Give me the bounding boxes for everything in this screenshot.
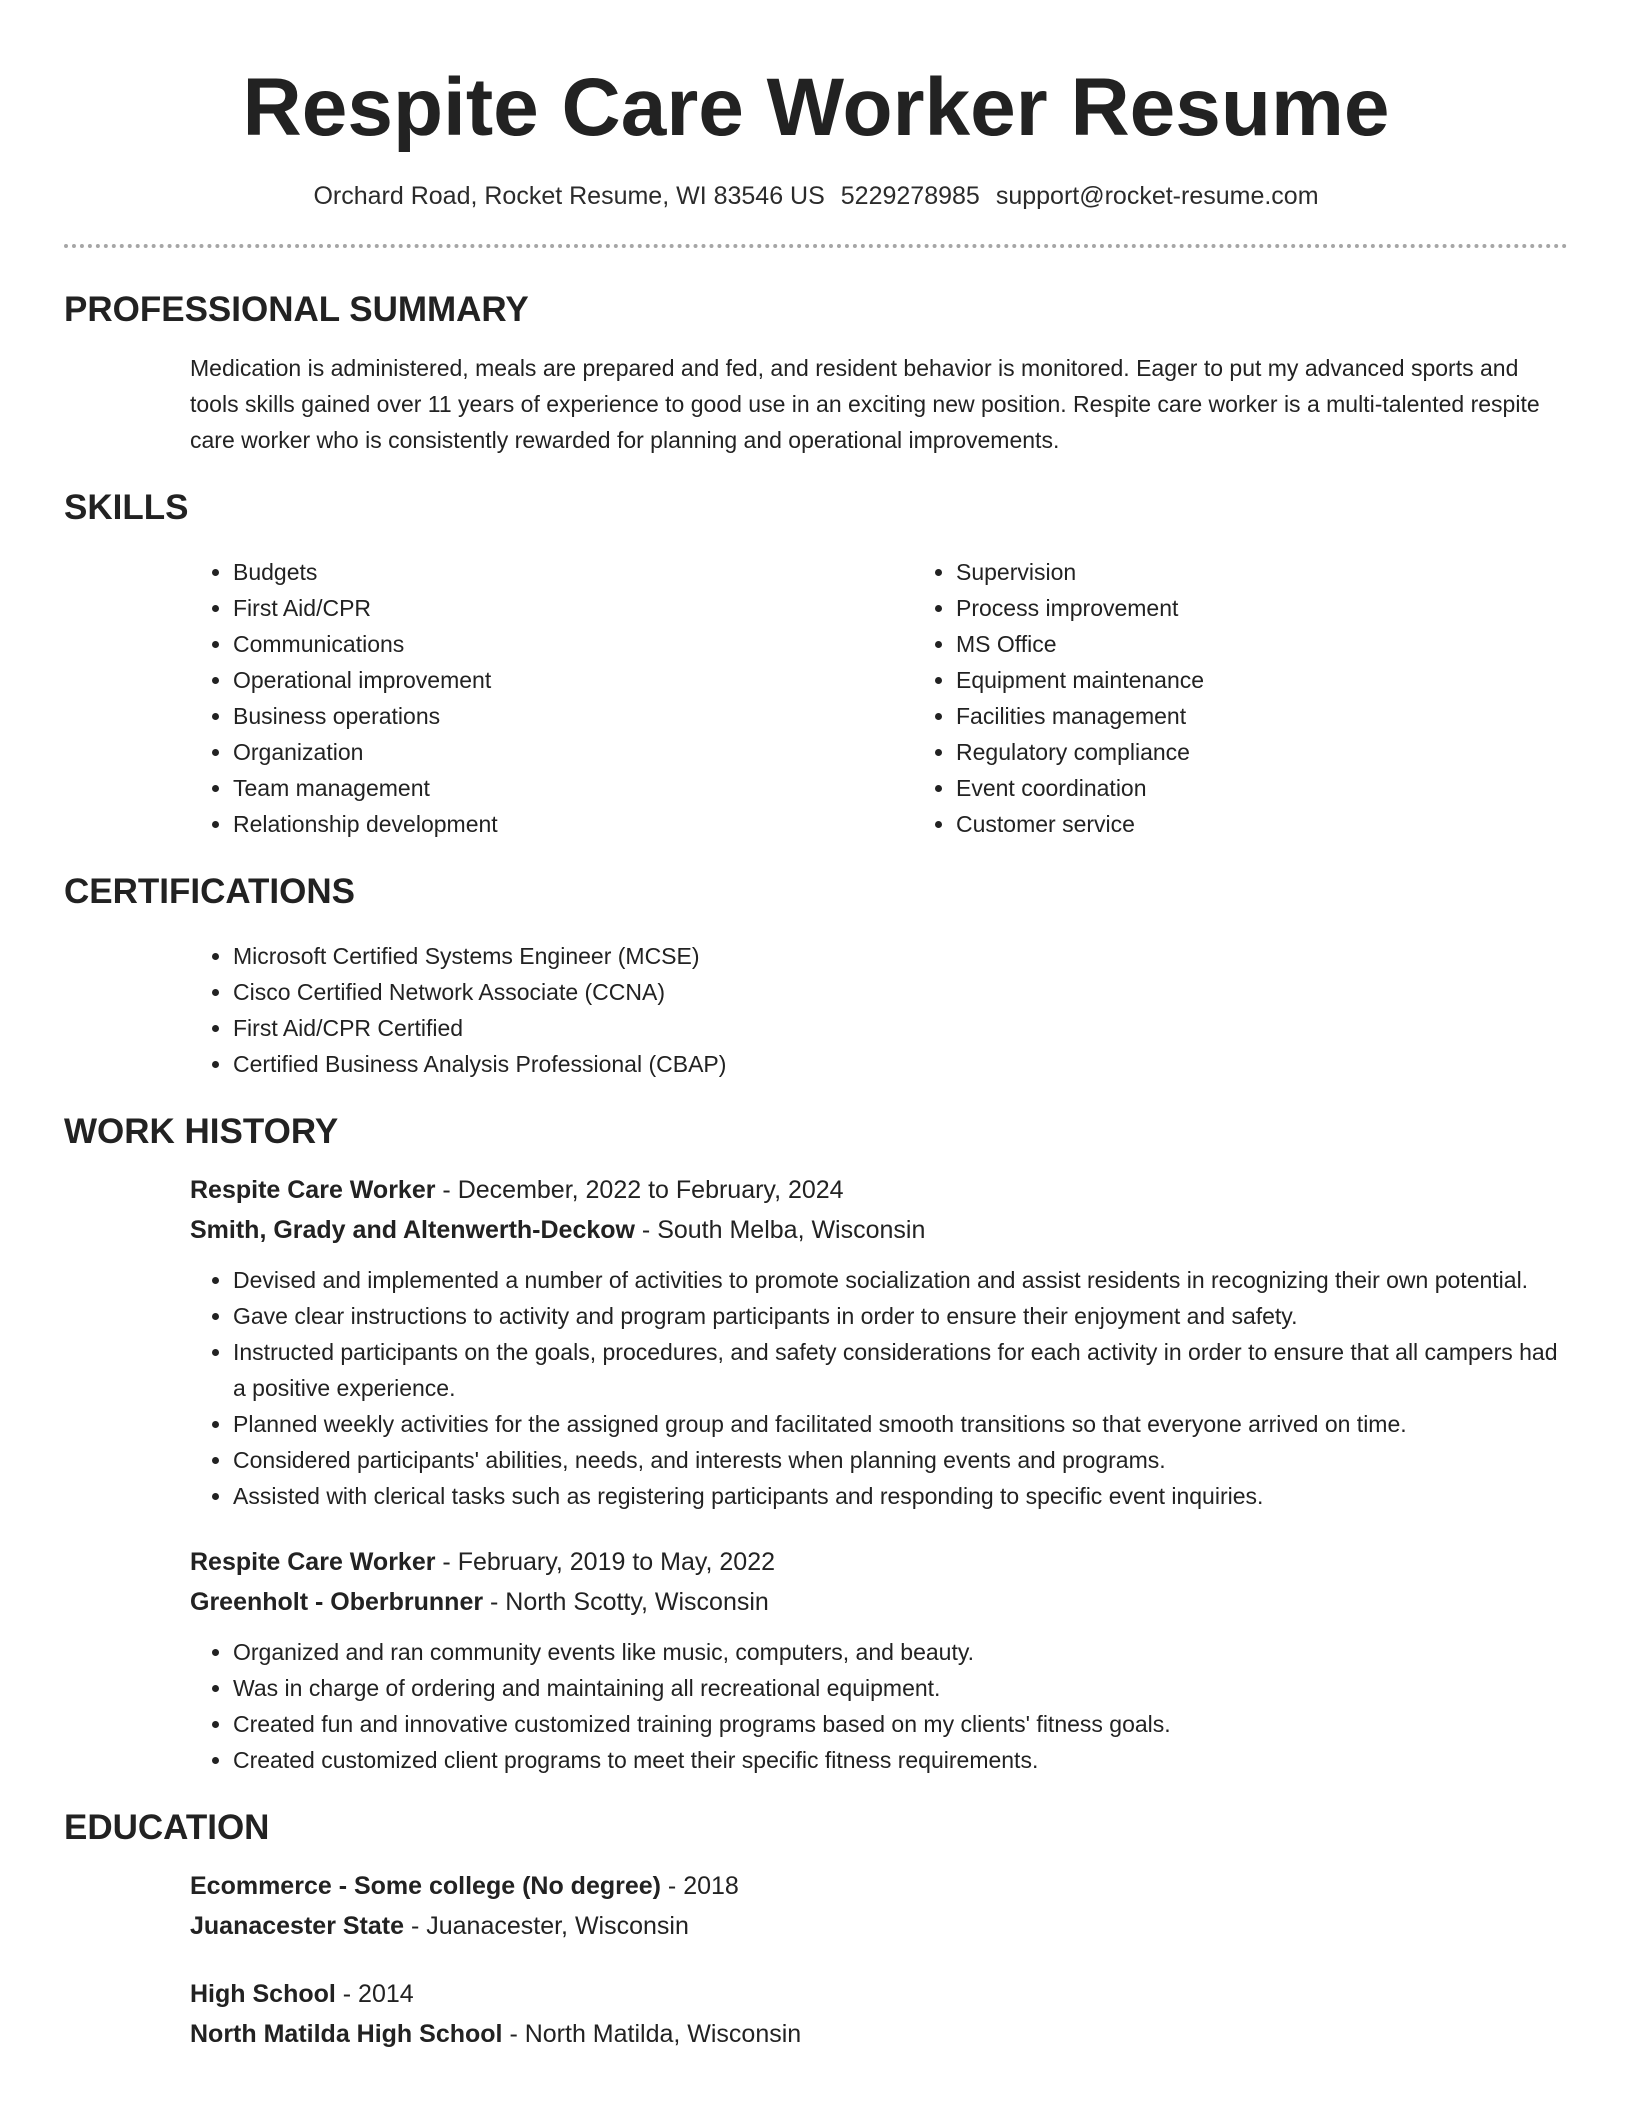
job-duty: • Created customized client programs to meet their specific fitness requirements.: [233, 1742, 1568, 1778]
job-duty: • Devised and implemented a number of activities to promote socialization and assist residents in recognizing their own potential.: [233, 1262, 1568, 1298]
skill-item: • Facilities management: [956, 698, 1568, 734]
skill-item: • Team management: [233, 770, 913, 806]
job-duty: • Organized and ran community events like music, computers, and beauty.: [233, 1634, 1568, 1670]
skill-item: • Business operations: [233, 698, 913, 734]
skill-item: • Regulatory compliance: [956, 734, 1568, 770]
education-year: - 2014: [335, 1980, 414, 2008]
skill-item: • Process improvement: [956, 590, 1568, 626]
skill-item: • Relationship development: [233, 806, 913, 842]
work-history-section: [64, 1110, 1568, 1778]
skill-item: • Communications: [233, 626, 913, 662]
summary-section: [64, 288, 1568, 458]
certifications-heading: CERTIFICATIONS: [64, 872, 356, 911]
skills-heading: SKILLS: [64, 488, 189, 527]
contact-phone: 5229278985: [840, 182, 980, 210]
header-divider: [64, 244, 1568, 248]
job-duty: • Assisted with clerical tasks such as registering participants and responding to specific event inquiries.: [233, 1478, 1568, 1514]
job-dates: - December, 2022 to February, 2024: [435, 1176, 844, 1204]
job-title-line: [190, 1542, 1568, 1582]
certifications-list: [190, 938, 1568, 1082]
certification-item: • Microsoft Certified Systems Engineer (MCSE): [233, 938, 1568, 974]
skills-columns: [190, 554, 1568, 842]
education-degree: Ecommerce - Some college (No degree): [190, 1872, 661, 1900]
skills-list-left: [190, 554, 913, 842]
job-title: Respite Care Worker: [190, 1176, 436, 1204]
job-duty: • Instructed participants on the goals, procedures, and safety considerations for each activity in order to ensure that all campers had a positive experience.: [233, 1334, 1568, 1406]
certifications-section: [64, 870, 1568, 1082]
education-year: - 2018: [660, 1872, 739, 1900]
job-entry: [190, 1170, 1568, 1514]
skill-item: • Organization: [233, 734, 913, 770]
job-dates: - February, 2019 to May, 2022: [435, 1548, 776, 1576]
skill-item: • First Aid/CPR: [233, 590, 913, 626]
job-duty: • Gave clear instructions to activity and program participants in order to ensure their enjoyment and safety.: [233, 1298, 1568, 1334]
job-title-line: [190, 1170, 1568, 1210]
certification-item: • First Aid/CPR Certified: [233, 1010, 1568, 1046]
skill-item: • Supervision: [956, 554, 1568, 590]
job-entry: [190, 1542, 1568, 1778]
job-location: - North Scotty, Wisconsin: [483, 1588, 769, 1616]
job-duties-list: [190, 1262, 1568, 1514]
education-school-line: [190, 1906, 1568, 1946]
skill-item: • Operational improvement: [233, 662, 913, 698]
education-heading: EDUCATION: [64, 1808, 270, 1847]
summary-text: Medication is administered, meals are prepared and fed, and resident behavior is monitored. Eager to put my advanced sports and tools skills gained over 11 years of experience to good use in an exciting new position. Respite care worker is a multi-talented respite care worker who is consistently rewarded for planning and operational improvements.: [190, 355, 1540, 453]
job-duties-list: [190, 1634, 1568, 1778]
education-degree-line: [190, 1866, 1568, 1906]
education-school: North Matilda High School: [190, 2020, 503, 2048]
certification-item: • Certified Business Analysis Professional (CBAP): [233, 1046, 1568, 1082]
skill-item: • MS Office: [956, 626, 1568, 662]
skills-list-right: [913, 554, 1568, 842]
education-degree: High School: [190, 1980, 336, 2008]
skill-item: • Customer service: [956, 806, 1568, 842]
education-school-line: [190, 2014, 1568, 2054]
skill-item: • Event coordination: [956, 770, 1568, 806]
education-location: - Juanacester, Wisconsin: [404, 1912, 689, 1940]
education-school: Juanacester State: [190, 1912, 405, 1940]
education-entry: [190, 1866, 1568, 1946]
contact-line: [64, 180, 1568, 212]
job-company: Smith, Grady and Altenwerth-Deckow: [190, 1216, 635, 1244]
job-duty: • Was in charge of ordering and maintaining all recreational equipment.: [233, 1670, 1568, 1706]
resume-title: Respite Care Worker Resume: [242, 62, 1390, 153]
contact-address: Orchard Road, Rocket Resume, WI 83546 US: [313, 182, 825, 210]
summary-heading: PROFESSIONAL SUMMARY: [64, 290, 529, 329]
job-duty: • Considered participants' abilities, needs, and interests when planning events and programs.: [233, 1442, 1568, 1478]
certification-item: • Cisco Certified Network Associate (CCNA): [233, 974, 1568, 1010]
education-entry: [190, 1974, 1568, 2054]
job-location: - South Melba, Wisconsin: [634, 1216, 926, 1244]
skill-item: • Equipment maintenance: [956, 662, 1568, 698]
job-duty: • Planned weekly activities for the assigned group and facilitated smooth transitions so that everyone arrived on time.: [233, 1406, 1568, 1442]
job-company: Greenholt - Oberbrunner: [190, 1588, 484, 1616]
job-duty: • Created fun and innovative customized training programs based on my clients' fitness goals.: [233, 1706, 1568, 1742]
job-company-line: [190, 1582, 1568, 1622]
education-section: [64, 1806, 1568, 2054]
work-history-heading: WORK HISTORY: [64, 1112, 339, 1151]
job-company-line: [190, 1210, 1568, 1250]
skills-section: [64, 486, 1568, 842]
education-location: - North Matilda, Wisconsin: [502, 2020, 802, 2048]
contact-email: support@rocket-resume.com: [995, 182, 1319, 210]
education-degree-line: [190, 1974, 1568, 2014]
job-title: Respite Care Worker: [190, 1548, 436, 1576]
skill-item: • Budgets: [233, 554, 913, 590]
